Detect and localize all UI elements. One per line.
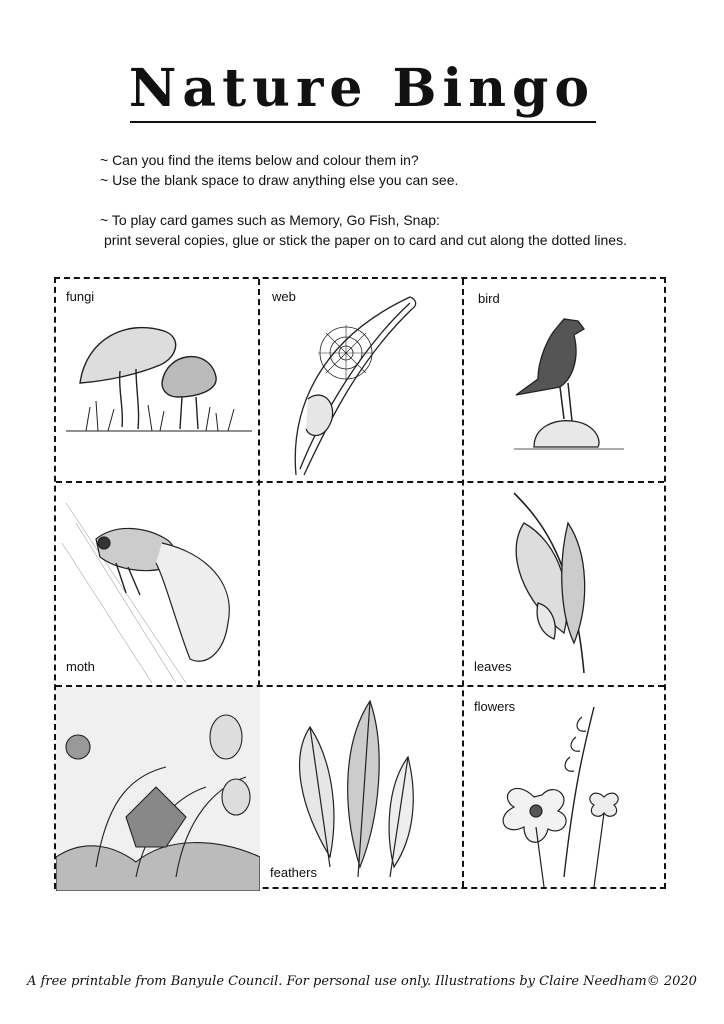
fungi-illustration <box>56 279 260 483</box>
card-label: feathers <box>270 865 317 880</box>
card-fungi <box>56 279 260 483</box>
card-label: fungi <box>66 289 95 304</box>
leaves-illustration <box>464 483 668 687</box>
instruction-line: ~ Use the blank space to draw anything else you can see. <box>100 172 459 188</box>
garden-illustration <box>56 687 260 891</box>
card-leaves <box>464 483 668 687</box>
card-label: flowers <box>474 699 516 714</box>
moth-illustration <box>56 483 260 687</box>
card-label: bird <box>478 291 500 306</box>
instructions <box>100 150 627 250</box>
card-label: web <box>272 289 296 304</box>
feathers-illustration <box>260 687 464 891</box>
card-label: leaves <box>474 659 512 674</box>
instruction-line: ~ To play card games such as Memory, Go Fish, Snap: <box>100 212 440 228</box>
card-bird <box>464 279 668 483</box>
web-illustration <box>260 279 464 483</box>
card-blank <box>260 483 464 687</box>
instruction-line: ~ Can you find the items below and colour them in? <box>100 152 419 168</box>
page-title: Nature Bingo <box>128 58 596 119</box>
card-moth <box>56 483 260 687</box>
card-label: moth <box>66 659 95 674</box>
instruction-line: print several copies, glue or stick the paper on to card and cut along the dotted lines. <box>104 232 627 248</box>
card-flowers <box>464 687 668 891</box>
card-web <box>260 279 464 483</box>
card-garden <box>56 687 260 891</box>
card-feathers <box>260 687 464 891</box>
bingo-grid <box>54 277 666 889</box>
title-underline <box>130 121 596 123</box>
footer-credit: A free printable from Banyule Council. For personal use only. Illustrations by Claire Needham© 2020 <box>27 974 697 989</box>
flowers-illustration <box>464 687 668 891</box>
bird-illustration <box>464 279 668 483</box>
